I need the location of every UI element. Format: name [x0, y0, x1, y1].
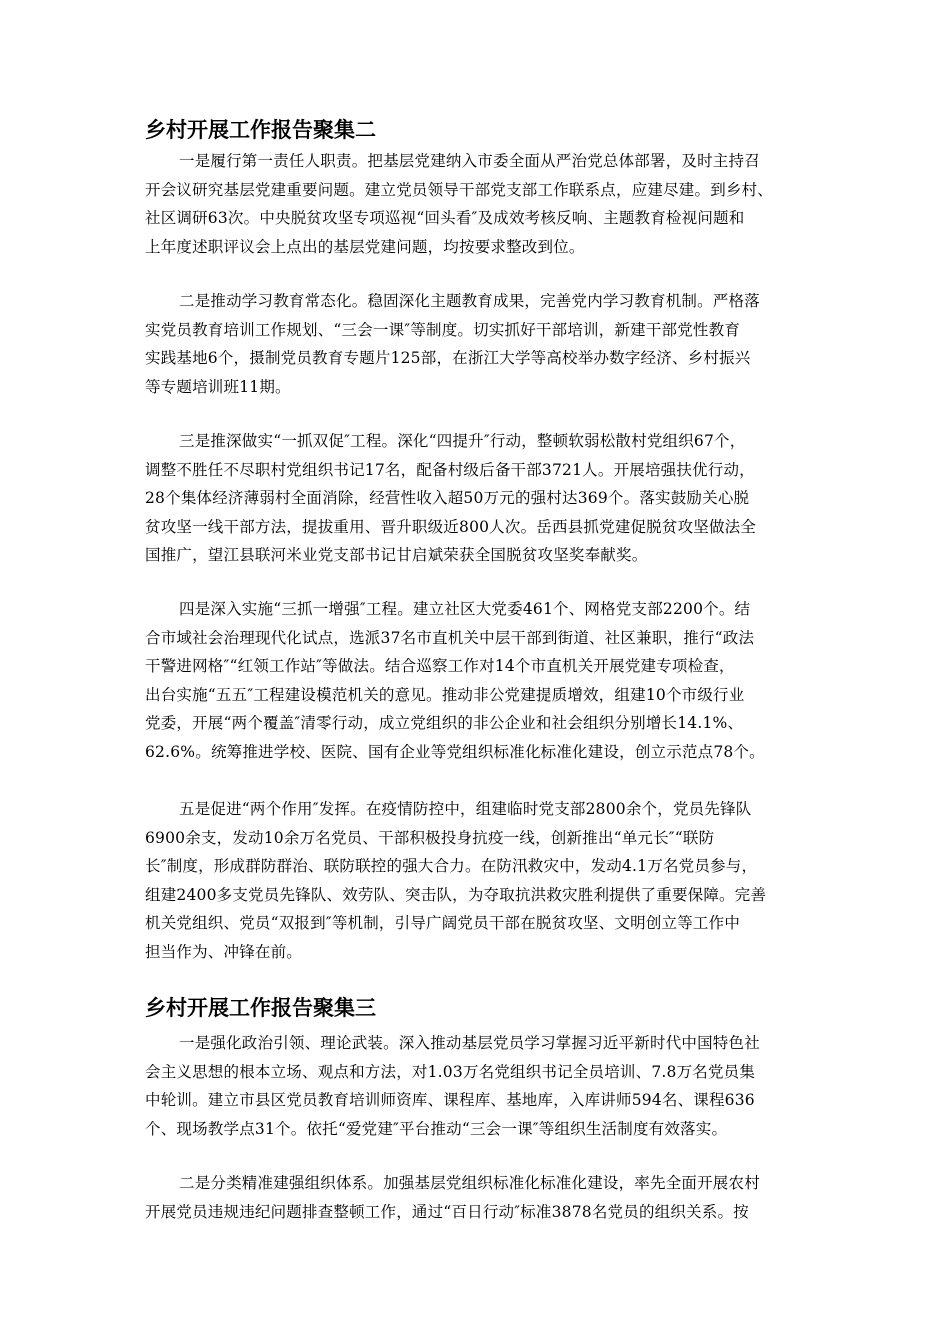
- paragraph: [145, 287, 817, 401]
- text-line: 社区调研63次。中央脱贫攻坚专项巡视“回头看″及成效考核反响、主题教育检视问题和: [145, 209, 745, 227]
- text-line: 调整不胜任不尽职村党组织书记17名，配备村级后备干部3721人。开展培强扶优行动，: [145, 460, 755, 479]
- paragraph: [145, 1029, 817, 1143]
- paragraph: [145, 147, 817, 261]
- text-line: 实践基地6个，摄制党员教育专题片125部，在浙江大学等高校举办数字经济、乡村振兴: [145, 349, 751, 367]
- text-line: 组建2400多支党员先锋队、效劳队、突击队，为夺取抗洪救灾胜利提供了重要保障。完善: [145, 885, 767, 904]
- text-line: 五是促进“两个作用″发挥。在疫情防控中，组建临时党支部2800余个，党员先锋队: [179, 800, 752, 818]
- text-line: 28个集体经济薄弱村全面消除，经营性收入超50万元的强村达369个。落实鼓励关心脱: [145, 489, 750, 507]
- text-line: 一是强化政治引领、理论武装。深入推动基层党员学习掌握习近平新时代中国特色社: [179, 1034, 760, 1052]
- text-line: 二是分类精准建强组织体系。加强基层党组织标准化标准化建设，率先全面开展农村: [179, 1174, 760, 1192]
- text-line: 开展党员违规违纪问题排查整顿工作，通过“百日行动″标准3878名党员的组织关系。按: [145, 1202, 749, 1221]
- text-line: 个、现场教学点31个。依托“爱党建″平台推动“三会一课″等组织生活制度有效落实。: [145, 1119, 728, 1138]
- text-line: 党委，开展“两个覆盖″清零行动，成立党组织的非公企业和社会组织分别增长14.1%、: [145, 714, 744, 732]
- text-line: 等专题培训班11期。: [145, 377, 291, 396]
- section-heading: 乡村开展工作报告聚集二: [145, 118, 376, 142]
- paragraph: [145, 595, 817, 766]
- paragraph: [145, 1169, 817, 1226]
- text-line: 会主义思想的根本立场、观点和方法，对1.03万名党组织书记全员培训、7.8万名党员集: [145, 1062, 756, 1081]
- text-line: 中轮训。建立市县区党员教育培训师资库、课程库、基地库，入库讲师594名、课程636: [145, 1091, 755, 1109]
- text-line: 机关党组织、党员“双报到″等机制，引导广阔党员干部在脱贫攻坚、文明创立等工作中: [145, 914, 741, 932]
- text-line: 上年度述职评议会上点出的基层党建问题，均按要求整改到位。: [145, 237, 585, 256]
- paragraph: [145, 427, 817, 570]
- text-line: 出台实施“五五″工程建设模范机关的意见。推动非公党建提质增效，组建10个市级行业: [145, 685, 745, 704]
- text-line: 贫攻坚一线干部方法，提拔重用、晋升职级近800人次。岳西县抓党建促脱贫攻坚做法全: [145, 517, 757, 536]
- text-line: 二是推动学习教育常态化。稳固深化主题教育成果，完善党内学习教育机制。严格落: [179, 292, 760, 310]
- text-line: 长″制度，形成群防群治、联防联控的强大合力。在防汛救灾中，发动4.1万名党员参与，: [145, 857, 758, 875]
- text-line: 干警进网格″“红领工作站″等做法。结合巡察工作对14个市直机关开展党建专项检查，: [145, 657, 735, 675]
- text-line: 实党员教育培训工作规划、“三会一课″等制度。切实抓好干部培训，新建干部党性教育: [145, 320, 741, 339]
- text-line: 合市域社会治理现代化试点，选派37名市直机关中层干部到街道、社区兼职，推行“政法: [145, 628, 755, 647]
- text-line: 6900余支，发动10余万名党员、干部积极投身抗疫一线，创新推出“单元长″“联防: [145, 828, 715, 847]
- text-line: 开会议研究基层党建重要问题。建立党员领导干部党支部工作联系点，应建尽建。到乡村、: [145, 180, 774, 199]
- text-line: 三是推深做实“一抓双促″工程。深化“四提升″行动，整顿软弱松散村党组织67个，: [179, 432, 746, 450]
- section-heading: 乡村开展工作报告聚集三: [145, 996, 376, 1020]
- text-line: 担当作为、冲锋在前。: [145, 942, 303, 961]
- text-line: 四是深入实施“三抓一增强″工程。建立社区大党委461个、网格党支部2200个。结: [179, 600, 751, 618]
- paragraph: [145, 795, 817, 966]
- text-line: 62.6%。统筹推进学校、医院、国有企业等党组织标准化标准化建设，创立示范点78个。: [145, 742, 765, 761]
- text-line: 一是履行第一责任人职责。把基层党建纳入市委全面从严治党总体部署，及时主持召: [179, 152, 760, 170]
- text-line: 国推广，望江县联河米业党支部书记甘启斌荣获全国脱贫攻坚奖奉献奖。: [145, 546, 648, 564]
